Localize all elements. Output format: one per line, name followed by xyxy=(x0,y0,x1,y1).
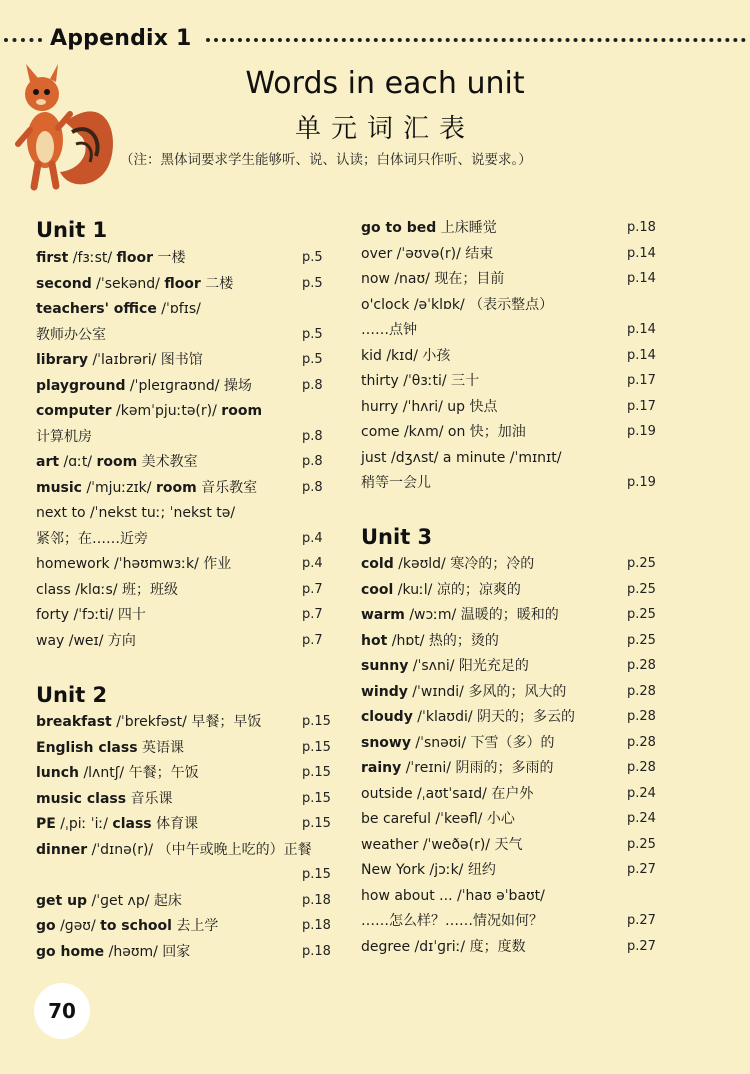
vocab-word: hot xyxy=(361,632,388,649)
vocab-gloss: ……怎么样？……情况如何？ xyxy=(361,913,543,929)
vocab-gloss: /kuːl/ 凉的；凉爽的 xyxy=(393,581,521,598)
vocab-row xyxy=(361,731,656,755)
vocab-gloss: just /dʒʌst/ a minute /ˈmɪnɪt/ xyxy=(361,449,562,466)
vocab-gloss: 音乐课 xyxy=(126,790,173,807)
vocab-word: to school xyxy=(100,918,172,934)
vocab-word: PE xyxy=(36,816,56,832)
vocab-row xyxy=(36,736,331,760)
page-ref: p.8 xyxy=(302,428,323,444)
vocab-gloss: outside /ˌaʊtˈsaɪd/ 在户外 xyxy=(361,785,534,802)
vocab-gloss: up 快点 xyxy=(447,398,498,415)
vocab-row xyxy=(361,552,656,576)
page-ref: p.18 xyxy=(302,892,331,908)
page-ref: p.4 xyxy=(302,556,323,571)
vocab-gloss: /wɔːm/ 温暖的；暖和的 xyxy=(404,607,559,623)
unit-3-heading: Unit 3 xyxy=(361,525,433,549)
page-ref: p.5 xyxy=(302,352,323,367)
vocab-gloss: /ˈdɪnə(r)/ （中午或晚上吃的）正餐 xyxy=(87,841,312,858)
page-ref: p.28 xyxy=(627,683,656,699)
vocab-row xyxy=(361,705,656,729)
vocab-row xyxy=(36,476,323,500)
vocab-gloss: 上床睡觉 xyxy=(436,220,497,236)
vocab-word: room xyxy=(96,454,138,470)
vocab-gloss: /ˈɡet ʌp/ 起床 xyxy=(87,892,182,909)
vocab-gloss: /ɑːt/ xyxy=(59,454,97,470)
vocab-gloss: hurry /ˈhʌri/ xyxy=(361,398,448,415)
page-ref: p.8 xyxy=(302,377,323,393)
page-ref: p.18 xyxy=(627,220,656,235)
vocab-row xyxy=(36,889,331,913)
vocab-row xyxy=(36,629,323,653)
page-ref: p.15 xyxy=(302,765,331,780)
page-ref: p.15 xyxy=(302,739,331,755)
page-ref: p.8 xyxy=(302,454,323,469)
vocab-word: go home xyxy=(36,943,105,960)
vocab-gloss: way /weɪ/ 方向 xyxy=(36,632,136,649)
vocab-gloss: come /kʌm/ xyxy=(361,424,448,440)
vocab-row xyxy=(361,395,656,419)
page-ref: p.18 xyxy=(302,943,331,959)
vocab-word: cold xyxy=(361,556,394,572)
vocab-word: dinner xyxy=(36,841,88,858)
dotted-rule-right xyxy=(206,38,746,42)
vocab-gloss: 计算机房 xyxy=(36,428,92,445)
vocab-gloss: 二楼 xyxy=(200,275,234,292)
page-ref: p.24 xyxy=(627,811,656,826)
vocab-word: room xyxy=(155,479,197,496)
page-ref: p.25 xyxy=(627,556,656,571)
page-ref: p.18 xyxy=(302,918,331,933)
vocab-row xyxy=(361,884,545,908)
page-ref: p.15 xyxy=(302,790,331,806)
vocab-gloss: /ˈsnəʊi/ 下雪（多）的 xyxy=(410,734,555,751)
vocab-gloss: /ˌpiː ˈiː/ xyxy=(55,816,113,832)
vocab-word: first xyxy=(36,250,69,266)
vocab-gloss: on 快；加油 xyxy=(447,424,526,440)
vocab-row xyxy=(361,807,656,831)
vocab-row xyxy=(36,501,235,525)
vocab-gloss: weather /ˈweðə(r)/ 天气 xyxy=(361,836,523,853)
vocab-row xyxy=(361,782,656,806)
page-ref: p.27 xyxy=(627,862,656,877)
vocab-word: snowy xyxy=(361,734,411,751)
vocab-gloss: 去上学 xyxy=(171,918,219,934)
unit-1-heading: Unit 1 xyxy=(36,218,108,242)
vocab-row xyxy=(361,654,656,678)
dotted-rule-left xyxy=(4,38,42,42)
vocab-word: go to bed xyxy=(361,220,437,236)
vocab-row xyxy=(361,471,656,495)
vocab-word: windy xyxy=(361,683,408,700)
page-number: 70 xyxy=(34,983,90,1039)
page-ref: p.14 xyxy=(627,245,656,261)
vocab-gloss: New York /jɔːk/ 纽约 xyxy=(361,862,496,878)
vocab-row xyxy=(36,348,323,372)
page-ref: p.28 xyxy=(627,658,656,673)
vocab-gloss: /ˈpleɪɡraʊnd/ 操场 xyxy=(125,377,252,394)
vocab-row xyxy=(36,710,331,734)
vocab-gloss: 英语课 xyxy=(137,739,184,756)
page-ref: p.27 xyxy=(627,913,656,928)
vocab-row xyxy=(361,420,656,444)
vocab-row xyxy=(361,629,656,653)
page-ref: p.7 xyxy=(302,607,323,622)
page-ref: p.4 xyxy=(302,530,323,546)
vocab-gloss: /ˈklaʊdi/ 阴天的；多云的 xyxy=(412,709,576,725)
page-ref: p.5 xyxy=(302,250,323,265)
page-ref: p.25 xyxy=(627,607,656,622)
page-ref: p.19 xyxy=(627,475,656,490)
vocab-gloss: /ˈlaɪbrəri/ 图书馆 xyxy=(88,352,203,368)
vocab-gloss: /ɡəʊ/ xyxy=(55,918,101,934)
page-ref: p.28 xyxy=(627,760,656,775)
vocab-row xyxy=(36,552,323,576)
vocab-row xyxy=(361,756,656,780)
vocab-gloss: 美术教室 xyxy=(137,454,198,470)
page-ref: p.5 xyxy=(302,275,323,291)
vocab-row xyxy=(36,246,323,270)
vocab-gloss: 教师办公室 xyxy=(36,326,106,343)
vocab-gloss: 体育课 xyxy=(151,816,199,832)
vocab-row xyxy=(361,858,656,882)
page-ref: p.27 xyxy=(627,938,656,954)
vocab-row xyxy=(36,787,331,811)
page-ref: p.25 xyxy=(627,632,656,648)
vocab-row xyxy=(36,940,331,964)
vocab-gloss: now /naʊ/ 现在；目前 xyxy=(361,271,505,287)
vocab-row xyxy=(36,578,323,602)
vocab-word: floor xyxy=(164,275,201,292)
vocab-gloss: thirty /ˈθɜːti/ 三十 xyxy=(361,373,480,389)
usage-note: （注：黑体词要求学生能够听、说、认读；白体词只作听、说要求。） xyxy=(120,152,532,168)
header-bar xyxy=(0,24,750,54)
vocab-word: warm xyxy=(361,607,405,623)
page-ref: p.5 xyxy=(302,326,323,342)
vocab-gloss: o'clock /əˈklɒk/ （表示整点） xyxy=(361,296,554,313)
vocab-row xyxy=(36,812,331,836)
vocab-gloss: /ˈmjuːzɪk/ xyxy=(82,479,156,496)
page-ref: p.25 xyxy=(627,581,656,597)
appendix-label: Appendix 1 xyxy=(50,26,192,51)
vocab-row xyxy=(361,216,656,240)
vocab-row xyxy=(36,425,323,449)
vocab-row xyxy=(36,272,323,296)
vocab-gloss: kid /kɪd/ 小孩 xyxy=(361,347,451,364)
vocab-gloss: class /klɑːs/ 班；班级 xyxy=(36,581,178,598)
vocab-gloss: 稍等一会儿 xyxy=(361,475,431,491)
vocab-word: teachers' office xyxy=(36,301,157,317)
vocab-row xyxy=(36,914,331,938)
page-ref: p.28 xyxy=(627,734,656,750)
vocab-word: room xyxy=(221,403,263,419)
vocab-row xyxy=(361,935,656,959)
page-title-english: Words in each unit xyxy=(245,66,525,101)
page-ref: p.14 xyxy=(627,271,656,286)
vocab-word: computer xyxy=(36,403,112,419)
vocab-row xyxy=(36,399,262,423)
vocab-gloss: /ˈbrekfəst/ 早餐；早饭 xyxy=(111,714,262,730)
vocab-gloss: /ˈɒfɪs/ xyxy=(156,301,201,317)
vocab-word: floor xyxy=(116,250,154,266)
page-ref: p.15 xyxy=(302,867,331,882)
vocab-row xyxy=(36,838,312,862)
page-ref: p.14 xyxy=(627,322,656,337)
vocab-gloss: homework /ˈhəʊmwɜːk/ 作业 xyxy=(36,556,232,572)
vocab-word: second xyxy=(36,275,92,292)
vocab-row xyxy=(361,833,656,857)
page-title-chinese: 单元词汇表 xyxy=(294,114,475,144)
page-ref: p.14 xyxy=(627,347,656,363)
vocab-gloss: /kəʊld/ 寒冷的；冷的 xyxy=(393,556,535,572)
vocab-word: go xyxy=(36,918,56,934)
vocab-word: cool xyxy=(361,581,394,598)
vocab-gloss: 一楼 xyxy=(153,250,186,266)
page-ref: p.24 xyxy=(627,785,656,801)
vocab-gloss: forty /ˈfɔːti/ 四十 xyxy=(36,607,146,623)
vocab-row xyxy=(36,761,331,785)
vocab-gloss: /ˈsekənd/ xyxy=(91,275,165,292)
vocab-word: English class xyxy=(36,739,138,756)
vocab-word: lunch xyxy=(36,765,79,781)
vocab-gloss: 音乐教室 xyxy=(196,479,258,496)
vocab-gloss: how about ... /ˈhaʊ əˈbaʊt/ xyxy=(361,887,545,904)
vocab-gloss: ……点钟 xyxy=(361,322,417,338)
vocab-gloss: /hɒt/ 热的；烫的 xyxy=(387,632,499,649)
vocab-row xyxy=(361,242,656,266)
page-ref: p.7 xyxy=(302,632,323,648)
vocab-row xyxy=(361,680,656,704)
page-ref: p.17 xyxy=(627,398,656,414)
vocab-gloss: /həʊm/ 回家 xyxy=(104,943,191,960)
vocab-gloss: be careful /ˈkeəfl/ 小心 xyxy=(361,811,515,827)
vocab-word: music xyxy=(36,479,82,496)
vocab-gloss: /ˈwɪndi/ 多风的；风大的 xyxy=(407,683,567,700)
vocab-row xyxy=(361,293,553,317)
vocab-row xyxy=(36,450,323,474)
page-ref: p.7 xyxy=(302,581,323,597)
vocab-word: sunny xyxy=(361,658,409,674)
vocab-row xyxy=(36,527,323,551)
unit-2-heading: Unit 2 xyxy=(36,683,108,707)
vocab-gloss: over /ˈəʊvə(r)/ 结束 xyxy=(361,245,494,262)
page-ref: p.8 xyxy=(302,479,323,495)
vocab-gloss: /ˈreɪni/ 阴雨的；多雨的 xyxy=(401,760,554,776)
vocab-gloss: next to /ˈnekst tuː; ˈnekst tə/ xyxy=(36,505,236,521)
vocab-word: library xyxy=(36,352,89,368)
vocab-row xyxy=(361,369,656,393)
vocab-row xyxy=(361,603,656,627)
vocab-word: music class xyxy=(36,790,127,807)
page-ref: p.19 xyxy=(627,424,656,439)
page-ref: p.15 xyxy=(302,816,331,831)
vocab-word: art xyxy=(36,454,60,470)
vocab-row xyxy=(361,909,656,933)
vocab-gloss: /lʌntʃ/ 午餐；午饭 xyxy=(79,765,199,781)
vocab-row xyxy=(361,267,656,291)
vocab-gloss: /fɜːst/ xyxy=(68,250,117,266)
vocab-word: class xyxy=(112,816,152,832)
vocab-row xyxy=(361,344,656,368)
vocab-row xyxy=(36,603,323,627)
vocab-row xyxy=(361,318,656,342)
vocab-word: breakfast xyxy=(36,714,112,730)
vocab-row xyxy=(36,297,201,321)
vocab-gloss: degree /dɪˈɡriː/ 度；度数 xyxy=(361,938,526,955)
vocab-gloss: 紧邻；在……近旁 xyxy=(36,530,148,547)
vocab-gloss: /kəmˈpjuːtə(r)/ xyxy=(111,403,222,419)
vocab-gloss: /ˈsʌni/ 阳光充足的 xyxy=(408,658,529,674)
vocab-word: playground xyxy=(36,377,126,394)
page-ref: p.17 xyxy=(627,373,656,388)
vocab-word: cloudy xyxy=(361,709,413,725)
vocab-word: get up xyxy=(36,892,88,909)
vocab-row xyxy=(361,578,656,602)
vocab-row xyxy=(36,374,323,398)
vocab-word: rainy xyxy=(361,760,402,776)
page-ref: p.15 xyxy=(302,714,331,729)
page-ref: p.28 xyxy=(627,709,656,724)
vocab-row xyxy=(361,446,561,470)
page-ref: p.25 xyxy=(627,836,656,852)
vocab-row xyxy=(36,323,323,347)
